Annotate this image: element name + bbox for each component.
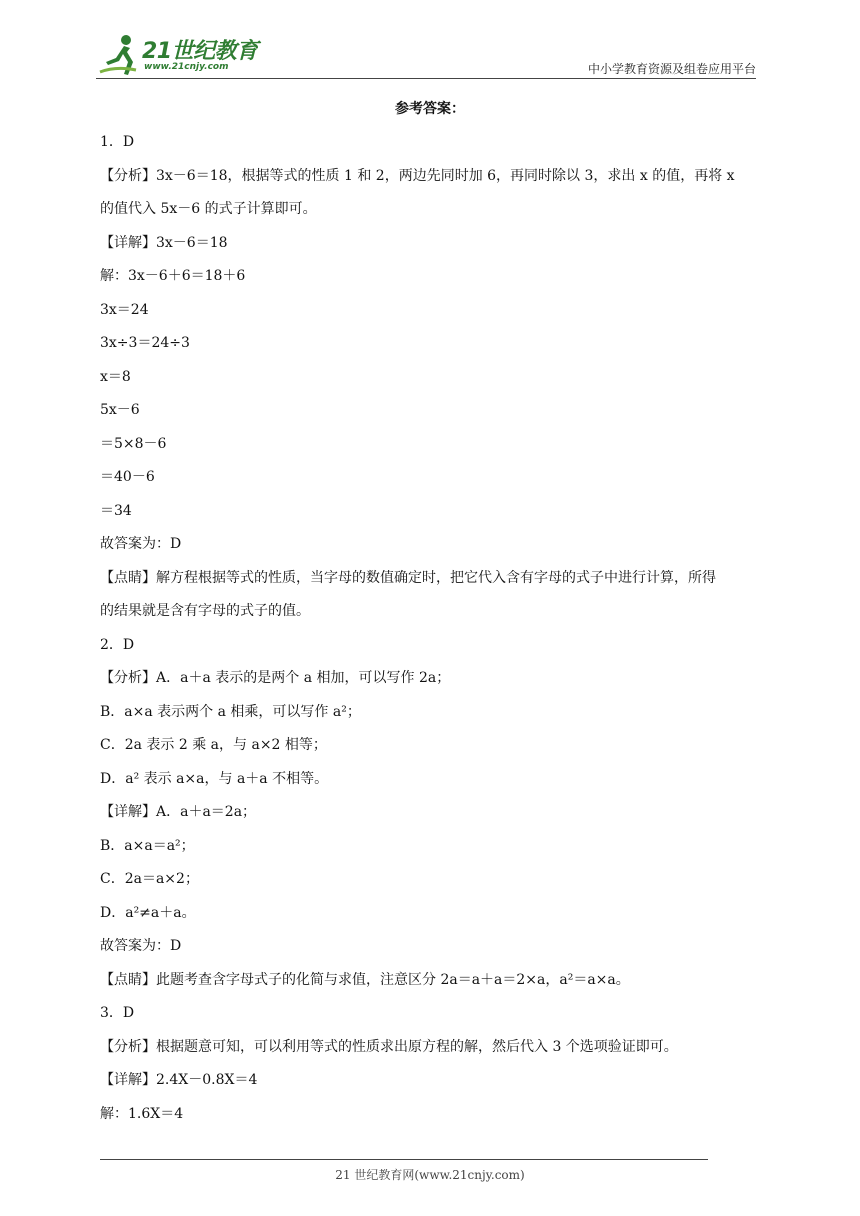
text-line: ＝5×8－6 — [100, 435, 167, 452]
text-line: D．a² 表示 a×a，与 a＋a 不相等。 — [100, 770, 329, 787]
runner-icon — [96, 32, 142, 76]
text-line: ＝34 — [100, 502, 132, 519]
text-line: 的结果就是含有字母的式子的值。 — [100, 603, 310, 619]
page-footer: 21 世纪教育网(www.21cnjy.com) — [335, 1168, 525, 1182]
page-header — [96, 28, 756, 78]
text-line: 解：1.6X＝4 — [100, 1105, 184, 1122]
text-line: 3x＝24 — [100, 301, 149, 318]
page-title: 参考答案： — [395, 101, 465, 117]
text-line: x＝8 — [100, 368, 131, 385]
text-line: 5x－6 — [100, 402, 140, 418]
text-line: 【详解】A．a＋a＝2a； — [100, 804, 257, 820]
logo-text: 21世纪教育 — [142, 39, 258, 64]
text-line: 故答案为：D — [100, 938, 182, 954]
text-line: 3．D — [100, 1005, 135, 1021]
text-line: 【分析】根据题意可知，可以利用等式的性质求出原方程的解，然后代入 3 个选项验证即可。 — [100, 1038, 678, 1055]
text-line: 【点睛】此题考查含字母式子的化简与求值，注意区分 2a＝a＋a＝2×a，a²＝a×a。 — [100, 971, 630, 988]
text-line: 的值代入 5x－6 的式子计算即可。 — [100, 201, 317, 217]
text-line: C．2a＝a×2； — [100, 871, 199, 887]
text-line: 故答案为：D — [100, 536, 182, 552]
text-line: B．a×a 表示两个 a 相乘，可以写作 a²； — [100, 703, 361, 720]
text-line: ＝40－6 — [100, 469, 155, 485]
header-divider — [96, 78, 756, 79]
logo-url: www.21cnjy.com — [144, 62, 229, 72]
text-line: 【点睛】解方程根据等式的性质，当字母的数值确定时，把它代入含有字母的式子中进行计算，所得 — [100, 569, 716, 586]
footer-divider — [100, 1159, 708, 1160]
text-line: 2．D — [100, 636, 135, 653]
text-line: 【详解】2.4X－0.8X＝4 — [100, 1072, 258, 1088]
text-line: 【详解】3x－6＝18 — [100, 234, 228, 251]
text-line: 【分析】A．a＋a 表示的是两个 a 相加，可以写作 2a； — [100, 670, 451, 686]
site-logo — [96, 32, 266, 76]
text-line: C．2a 表示 2 乘 a，与 a×2 相等； — [100, 737, 327, 753]
text-line: 【分析】3x－6＝18，根据等式的性质 1 和 2，两边先同时加 6，再同时除以 3，求出 x 的值，再将 x — [100, 167, 735, 184]
text-line: 1．D — [100, 134, 135, 150]
text-line: 3x÷3＝24÷3 — [100, 335, 190, 351]
text-line: 解：3x－6＋6＝18＋6 — [100, 268, 246, 284]
platform-label: 中小学教育资源及组卷应用平台 — [587, 62, 756, 76]
answer-content — [100, 98, 760, 1137]
text-line: B．a×a＝a²； — [100, 837, 195, 854]
text-line: D．a²≠a＋a。 — [100, 904, 196, 921]
